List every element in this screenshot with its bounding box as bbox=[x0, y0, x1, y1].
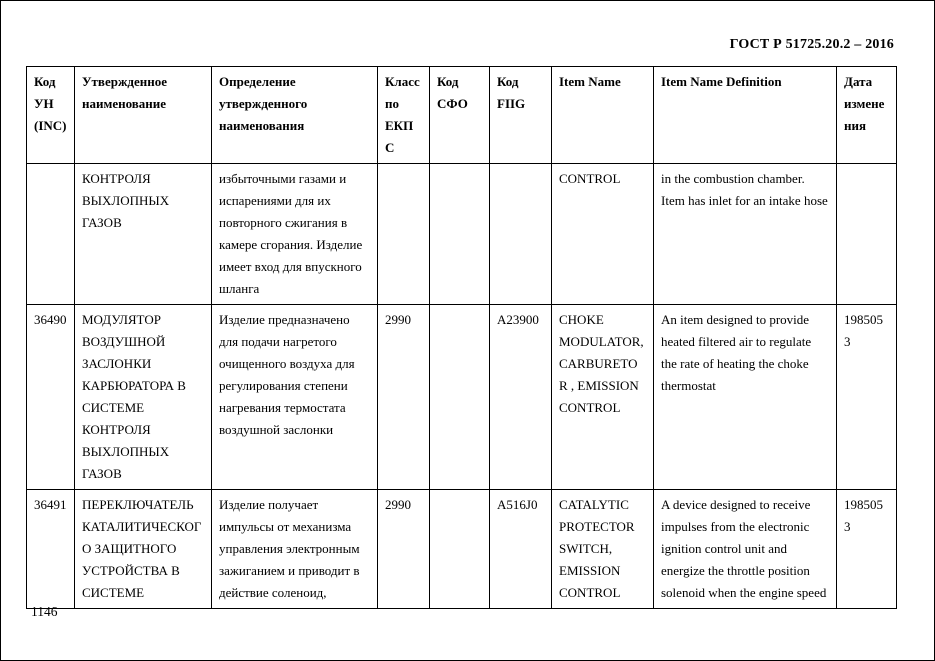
table-row bbox=[27, 164, 897, 305]
item-name-cell: CHOKE MODULATOR, CARBURETOR , EMISSION CONTROL bbox=[552, 305, 654, 490]
item-name-definition-cell: An item designed to provide heated filtered air to regulate the rate of heating the choke thermostat bbox=[654, 305, 837, 490]
sfo-code-cell bbox=[430, 305, 490, 490]
col-header-sfo-code: Код СФО bbox=[430, 67, 490, 164]
inc-code-cell bbox=[27, 164, 75, 305]
col-header-ekps-class: Класс по ЕКПС bbox=[378, 67, 430, 164]
ekps-class-cell bbox=[378, 164, 430, 305]
page-number: 1146 bbox=[31, 604, 58, 619]
document-standard-title: ГОСТ Р 51725.20.2 – 2016 bbox=[729, 37, 894, 52]
approved-name-definition-cell: Изделие предназначено для подачи нагретого очищенного воздуха для регулирования степени нагревания термостата воздушной заслонки bbox=[212, 305, 378, 490]
approved-name-definition-cell: избыточными газами и испарениями для их повторного сжигания в камере сгорания. Изделие имеет вход для впускного шланга bbox=[212, 164, 378, 305]
col-header-approved-name: Утвержденное наименование bbox=[75, 67, 212, 164]
fiig-code-cell: A23900 bbox=[490, 305, 552, 490]
col-header-inc-code: Код УН (INC) bbox=[27, 67, 75, 164]
table-row bbox=[27, 490, 897, 609]
sfo-code-cell bbox=[430, 490, 490, 609]
approved-name-definition-cell: Изделие получает импульсы от механизма управления электронным зажиганием и приводит в действие соленоид, bbox=[212, 490, 378, 609]
col-header-change-date: Дата изменения bbox=[837, 67, 897, 164]
item-name-definition-cell: A device designed to receive impulses from the electronic ignition control unit and energize the throttle position solenoid when the engine speed bbox=[654, 490, 837, 609]
ekps-class-cell: 2990 bbox=[378, 305, 430, 490]
sfo-code-cell bbox=[430, 164, 490, 305]
fiig-code-cell bbox=[490, 164, 552, 305]
col-header-fiig-code: Код FIIG bbox=[490, 67, 552, 164]
ekps-class-cell: 2990 bbox=[378, 490, 430, 609]
classification-table bbox=[26, 66, 897, 609]
change-date-cell: 1985053 bbox=[837, 490, 897, 609]
approved-name-cell: МОДУЛЯТОР ВОЗДУШНОЙ ЗАСЛОНКИ КАРБЮРАТОРА В СИСТЕМЕ КОНТРОЛЯ ВЫХЛОПНЫХ ГАЗОВ bbox=[75, 305, 212, 490]
col-header-item-name-definition: Item Name Definition bbox=[654, 67, 837, 164]
change-date-cell bbox=[837, 164, 897, 305]
item-name-cell: CATALYTIC PROTECTOR SWITCH, EMISSION CONTROL bbox=[552, 490, 654, 609]
col-header-approved-name-definition: Определение утвержденного наименования bbox=[212, 67, 378, 164]
inc-code-cell: 36490 bbox=[27, 305, 75, 490]
approved-name-cell: ПЕРЕКЛЮЧАТЕЛЬ КАТАЛИТИЧЕСКОГО ЗАЩИТНОГО УСТРОЙСТВА В СИСТЕМЕ bbox=[75, 490, 212, 609]
table-row bbox=[27, 305, 897, 490]
fiig-code-cell: A516J0 bbox=[490, 490, 552, 609]
table-header-row bbox=[27, 67, 897, 164]
item-name-definition-cell: in the combustion chamber. Item has inlet for an intake hose bbox=[654, 164, 837, 305]
change-date-cell: 1985053 bbox=[837, 305, 897, 490]
approved-name-cell: КОНТРОЛЯ ВЫХЛОПНЫХ ГАЗОВ bbox=[75, 164, 212, 305]
item-name-cell: CONTROL bbox=[552, 164, 654, 305]
inc-code-cell: 36491 bbox=[27, 490, 75, 609]
col-header-item-name: Item Name bbox=[552, 67, 654, 164]
